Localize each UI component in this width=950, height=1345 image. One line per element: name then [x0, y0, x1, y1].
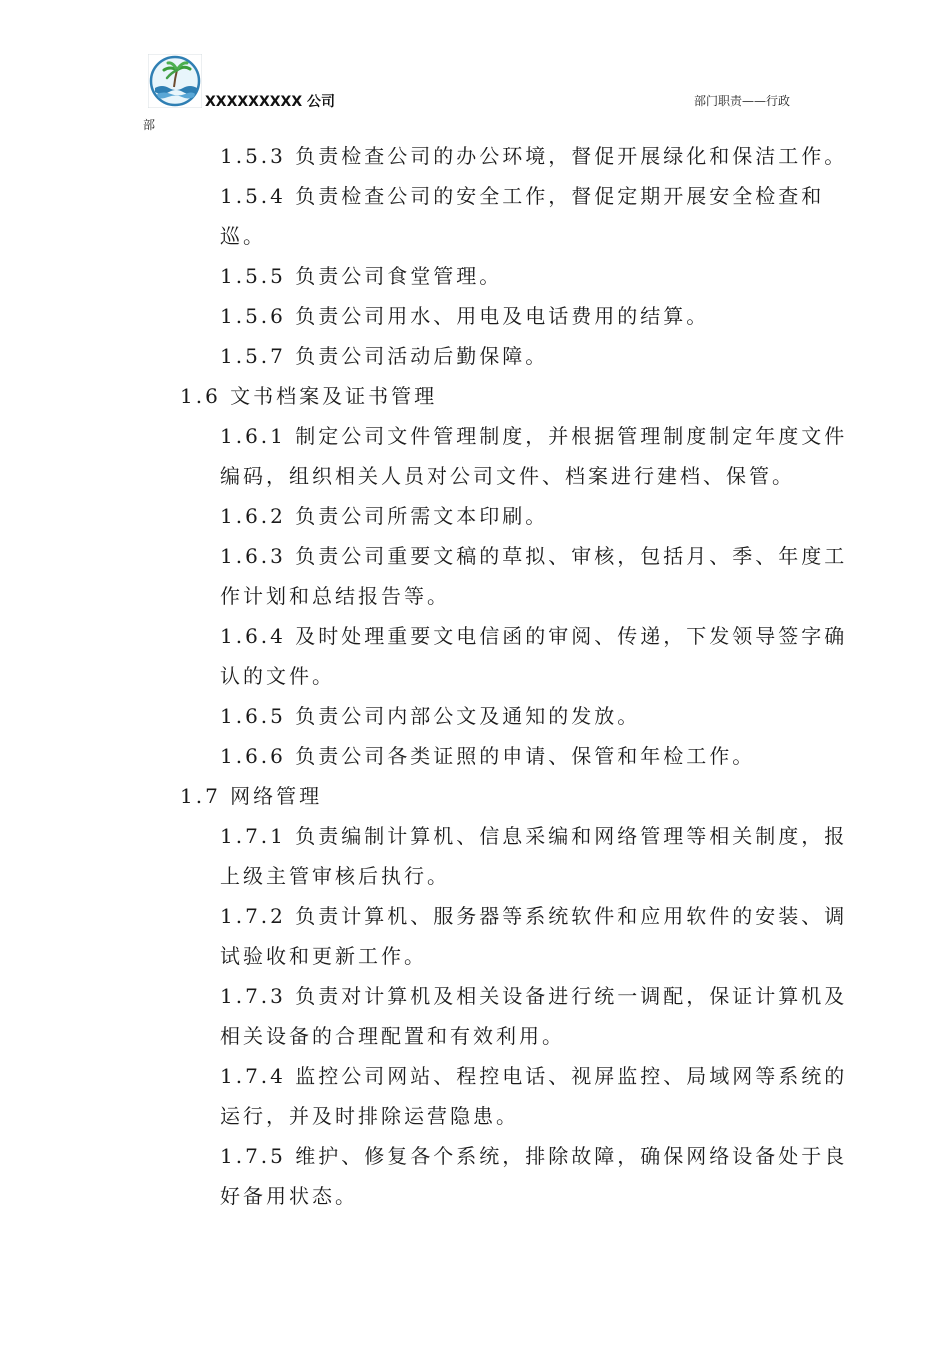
company-name: XXXXXXXXX 公司: [205, 94, 336, 110]
header-department-title: 部门职责——行政: [694, 94, 791, 108]
section-heading: 1.7 网络管理: [180, 784, 323, 808]
list-item: 1.7.2 负责计算机、服务器等系统软件和应用软件的安装、调: [220, 904, 848, 928]
palm-tree-island-logo-icon: [148, 54, 202, 108]
list-item-continuation: 相关设备的合理配置和有效利用。: [220, 1024, 565, 1048]
list-item: 1.6.6 负责公司各类证照的申请、保管和年检工作。: [220, 744, 756, 768]
list-item-continuation: 巡。: [220, 224, 266, 248]
list-item: 1.6.3 负责公司重要文稿的草拟、审核，包括月、季、年度工: [220, 544, 848, 568]
list-item: 1.7.4 监控公司网站、程控电话、视屏监控、局域网等系统的: [220, 1064, 848, 1088]
list-item: 1.5.5 负责公司食堂管理。: [220, 264, 503, 288]
list-item-continuation: 作计划和总结报告等。: [220, 584, 450, 608]
list-item: 1.5.3 负责检查公司的办公环境，督促开展绿化和保洁工作。: [220, 144, 848, 168]
list-item-continuation: 上级主管审核后执行。: [220, 864, 450, 888]
list-item: 1.7.3 负责对计算机及相关设备进行统一调配，保证计算机及: [220, 984, 848, 1008]
section-heading: 1.6 文书档案及证书管理: [180, 384, 438, 408]
list-item-continuation: 试验收和更新工作。: [220, 944, 427, 968]
list-item: 1.5.6 负责公司用水、用电及电话费用的结算。: [220, 304, 710, 328]
list-item: 1.5.7 负责公司活动后勤保障。: [220, 344, 549, 368]
list-item: 1.5.4 负责检查公司的安全工作，督促定期开展安全检查和: [220, 184, 825, 208]
list-item-continuation: 编码，组织相关人员对公司文件、档案进行建档、保管。: [220, 464, 795, 488]
list-item: 1.6.4 及时处理重要文电信函的审阅、传递，下发领导签字确: [220, 624, 848, 648]
list-item: 1.6.2 负责公司所需文本印刷。: [220, 504, 549, 528]
list-item: 1.6.5 负责公司内部公文及通知的发放。: [220, 704, 641, 728]
list-item: 1.6.1 制定公司文件管理制度，并根据管理制度制定年度文件: [220, 424, 848, 448]
list-item-continuation: 认的文件。: [220, 664, 335, 688]
header-department-title-wrap: 部: [143, 118, 156, 132]
list-item-continuation: 好备用状态。: [220, 1184, 358, 1208]
list-item-continuation: 运行，并及时排除运营隐患。: [220, 1104, 519, 1128]
list-item: 1.7.1 负责编制计算机、信息采编和网络管理等相关制度，报: [220, 824, 848, 848]
page-header: [0, 0, 950, 140]
list-item: 1.7.5 维护、修复各个系统，排除故障，确保网络设备处于良: [220, 1144, 848, 1168]
